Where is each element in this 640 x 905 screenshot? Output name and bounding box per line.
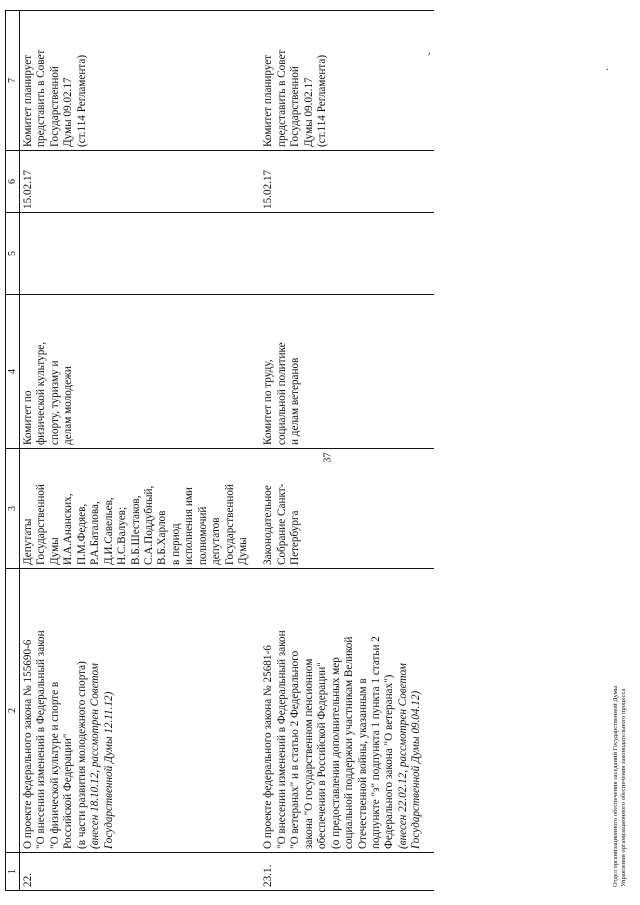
bill-line: "О внесении изменений в Федеральный закон: [275, 630, 288, 849]
bill-line: (о предоставлении дополнительных мер: [329, 657, 342, 849]
note-line: Думы 09.02.17: [302, 77, 315, 147]
column-header: 2: [6, 569, 20, 853]
note-line: Думы 09.02.17: [62, 77, 75, 147]
bill-line: Отечественной войны, указанным в: [356, 678, 369, 849]
committee-line: Комитет по труду,: [262, 359, 275, 445]
initiator-line: депутатов: [210, 517, 223, 565]
bills-table: [5, 10, 435, 891]
bill-initiator: [260, 449, 434, 569]
note-cell: [260, 11, 434, 151]
committee-line: и делам ветеранов: [289, 357, 302, 445]
bill-line: (в части развития молодежного спорта): [75, 661, 88, 849]
bill-submitted-line: Государственной Думы 09.04.12): [410, 690, 423, 849]
column-header: 5: [6, 213, 20, 295]
column-5-cell: [260, 213, 434, 295]
initiator-line: П.М.Федяев,: [75, 503, 88, 565]
responsible-committee: [20, 295, 261, 449]
date-cell: 15.02.17: [260, 151, 434, 213]
bill-line: Федерального закона "О ветеранах"): [383, 674, 396, 849]
initiator-line: Государственной: [223, 484, 236, 565]
bill-submitted-line: (внесен 18.10.12, рассмотрен Советом: [89, 663, 102, 849]
bill-line: О проекте федерального закона № 155690-6: [22, 639, 34, 849]
document-footer: [612, 686, 629, 887]
column-header: 4: [6, 295, 20, 449]
footer-department-line: Отдел организационного обеспечения заседаний Государственной Думы: [612, 685, 619, 887]
bill-line: О проекте федерального закона № 25681-6: [262, 645, 275, 849]
bill-submitted-line: (внесен 22.02.12, рассмотрен Советом: [396, 663, 409, 849]
initiator-line: Депутаты: [22, 518, 34, 565]
initiator-line: Д.И.Савельев,: [102, 497, 115, 565]
column-header: 3: [6, 449, 20, 569]
bill-line: закона "О государственном пенсионном: [302, 658, 315, 849]
initiator-line: Собрание Санкт-: [275, 483, 288, 565]
initiator-line: Н.С.Валуев;: [116, 506, 129, 565]
initiator-line: В.Б.Шестаков,: [129, 495, 142, 565]
committee-line: спорту, туризму и: [48, 360, 61, 445]
initiator-line: в период: [169, 523, 182, 565]
row-number: 22.: [20, 853, 261, 891]
table-row: [260, 11, 434, 891]
row-number: 23.1.: [260, 853, 434, 891]
initiator-line: Законодательное: [262, 485, 275, 565]
bill-submitted-line: Государственной Думы 12.11.12): [102, 691, 115, 849]
bill-line: обеспечении в Российской Федерации": [316, 662, 329, 849]
column-header: 6: [6, 151, 20, 213]
initiator-line: полномочий: [196, 506, 209, 565]
table-row: [20, 11, 261, 891]
bill-line: "О ветеранах" и в статью 2 Федерального: [289, 650, 302, 849]
note-line: Комитет планирует: [262, 54, 275, 147]
bill-description: [260, 569, 434, 853]
column-header: 1: [6, 853, 20, 891]
column-5-cell: [20, 213, 261, 295]
bill-initiator: [20, 449, 261, 569]
committee-line: социальной политике: [275, 342, 288, 445]
committee-line: физической культуре,: [35, 341, 48, 445]
bill-line: "О внесении изменений в Федеральный закон: [35, 630, 48, 849]
footer-directorate-line: Управления организационного обеспечения законодательного процесса: [620, 688, 628, 887]
bill-line: Российской Федерации": [62, 733, 75, 849]
note-line: представить в Совет: [35, 49, 48, 147]
initiator-line: Государственной: [35, 484, 48, 565]
bill-description: [20, 569, 261, 853]
note-line: (ст.114 Регламента): [75, 54, 88, 147]
note-line: Государственной: [289, 66, 302, 147]
note-line: представить в Совет: [275, 49, 288, 147]
page-number: 37: [322, 452, 334, 463]
note-line: Комитет планирует: [22, 54, 34, 147]
initiator-line: И.А.Ананских,: [62, 493, 75, 565]
initiator-line: С.А.Поддубный,: [142, 485, 155, 565]
bill-line: "О физической культуре и спорте в: [48, 681, 61, 849]
note-line: Государственной: [48, 66, 61, 147]
responsible-committee: [260, 295, 434, 449]
note-line: (ст.114 Регламента): [316, 54, 329, 147]
initiator-line: В.Б.Харлов: [156, 510, 169, 565]
bill-line: подпункте "з" подпункта 1 пункта 1 статьи 2: [369, 636, 382, 849]
initiator-line: Петербурга: [289, 510, 302, 565]
initiator-line: Думы: [237, 537, 249, 565]
stray-mark-comma: ,: [428, 46, 431, 57]
committee-line: Комитет по: [22, 390, 34, 445]
table-header-row: [6, 11, 20, 891]
date-cell: 15.02.17: [20, 151, 261, 213]
note-cell: [20, 11, 261, 151]
stray-mark-dot: .: [606, 62, 609, 73]
initiator-line: Р.А.Баталова,: [89, 501, 102, 565]
initiator-line: исполнения ими: [183, 487, 196, 565]
bill-line: социальной поддержки участникам Великой: [343, 636, 356, 849]
column-header: 7: [6, 11, 20, 151]
committee-line: делам молодежи: [62, 366, 75, 445]
initiator-line: Думы: [48, 537, 61, 565]
